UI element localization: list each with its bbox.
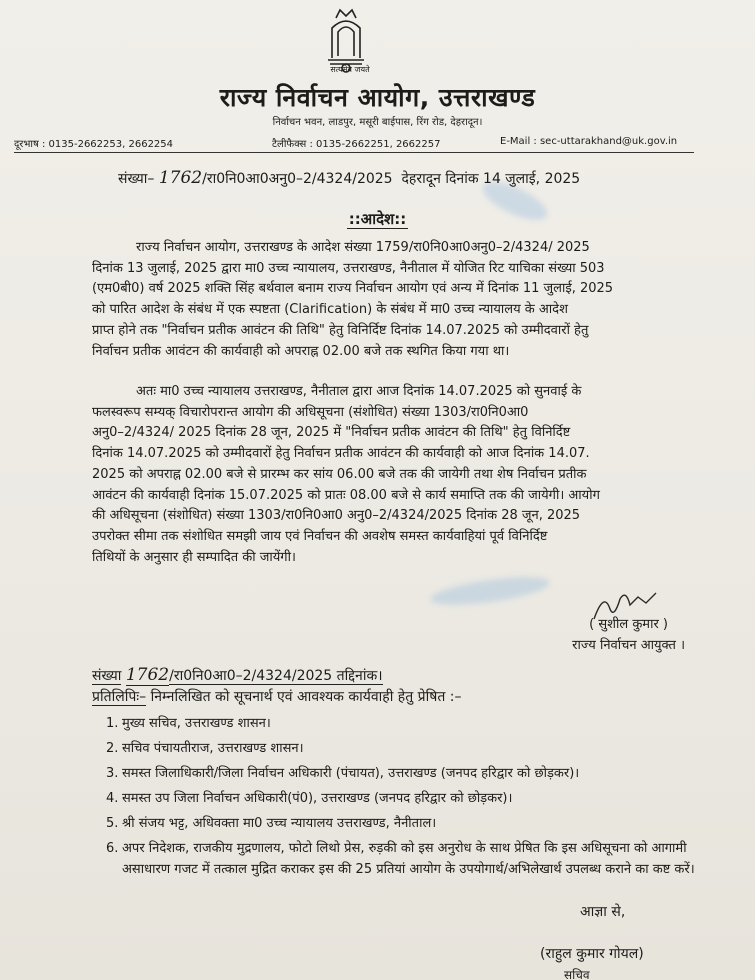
signatory-name: ( सुशील कुमार ) <box>589 617 668 632</box>
recipient-list <box>92 714 702 885</box>
list-item <box>92 839 702 880</box>
list-item <box>92 714 702 735</box>
list-item-number: 5. <box>106 816 119 831</box>
list-item-text: समस्त जिलाधिकारी/जिला निर्वाचन अधिकारी (पंचायत), उत्तराखण्ड (जनपद हरिद्वार को छोड़कर)। <box>122 766 580 781</box>
copy-text: निम्नलिखित को सूचनार्थ एवं आवश्यक कार्यवाही हेतु प्रेषित :– <box>150 689 462 705</box>
ref-code: /रा0नि0आ0अनु0–2/4324/2025 <box>202 171 393 187</box>
paragraph-line: अतः मा0 उच्च न्यायालय उत्तराखण्ड, नैनीताल द्वारा आज दिनांक 14.07.2025 को सुनवाई के <box>136 384 582 399</box>
paragraph-line: तिथियों के अनुसार ही सम्पादित की जायेंगी। <box>92 549 296 565</box>
list-item-text: श्री संजय भट्ट, अधिवक्ता मा0 उच्च न्यायालय उत्तराखण्ड, नैनीताल। <box>122 816 437 831</box>
order-heading-text: ::आदेश:: <box>348 210 407 228</box>
list-item <box>92 739 702 760</box>
email-address: E-Mail : sec-uttarakhand@uk.gov.in <box>500 136 678 147</box>
list-item-text: समस्त उप जिला निर्वाचन अधिकारी(पं0), उत्तराखण्ड (जनपद हरिद्वार को छोड़कर)। <box>122 791 513 806</box>
list-item <box>92 814 702 835</box>
ref-prefix: संख्या– <box>118 171 155 187</box>
copy-ref-code: /रा0नि0आ0–2/4324/2025 तद्दिनांक। <box>169 668 383 684</box>
paragraph-2 <box>92 382 692 568</box>
page-title: राज्य निर्वाचन आयोग, उत्तराखण्ड <box>219 83 536 112</box>
list-item <box>92 789 702 810</box>
ref-handwritten-number: 1762 <box>158 168 203 188</box>
office-address: निर्वाचन भवन, लाडपुर, मसूरी बाईपास, रिंग रोड, देहरादून। <box>272 117 483 128</box>
paragraph-line: राज्य निर्वाचन आयोग, उत्तराखण्ड के आदेश संख्या 1759/रा0नि0आ0अनु0–2/4324/ 2025 <box>136 240 590 255</box>
signatory-block <box>572 614 685 656</box>
paragraph-line: फलस्वरूप सम्यक् विचारोपरान्त आयोग की अधिसूचना (संशोधित) संख्या 1303/रा0नि0आ0 <box>92 404 529 420</box>
list-item-number: 6. <box>106 841 119 856</box>
paragraph-line: की अधिसूचना (संशोधित) संख्या 1303/रा0नि0आ0 अनु0–2/4324/2025 दिनांक 28 जून, 2025 <box>92 508 581 524</box>
copy-label: प्रतिलिपिः– <box>92 689 147 705</box>
emblem-motto: सत्यमेव जयते <box>330 65 370 74</box>
copy-heading <box>92 687 462 706</box>
paragraph-1 <box>92 238 692 362</box>
secretary-name: (राहुल कुमार गोयल) <box>540 946 644 962</box>
reference-line <box>118 168 580 188</box>
signatory-designation: राज्य निर्वाचन आयुक्त । <box>572 638 685 653</box>
list-item-text: अपर निदेशक, राजकीय मुद्रणालय, फोटो लिथो प्रेस, रुड़की को इस अनुरोध के साथ प्रेषित कि इस अधिसूचना को आगामी असाधारण गजट में तत्काल मुद्रित कराकर इस की 25 प्रतियां आयोग के उपयोगार्थ/अभिलेखार्थ उपलब्ध कराने का कष्ट करें। <box>122 841 695 877</box>
paragraph-line: उपरोक्त सीमा तक संशोधित समझी जाय एवं निर्वाचन की अवशेष समस्त कार्यवाहियां पूर्व विनिर्दिष्ट <box>92 528 548 544</box>
copy-reference-line <box>92 665 383 685</box>
paragraph-line: 2025 को अपराह्न 02.00 बजे से प्रारम्भ कर सांय 06.00 बजे तक की जायेगी तथा शेष निर्वाचन प्रतीक <box>92 466 587 482</box>
copy-ref-handwritten-number: 1762 <box>125 665 170 685</box>
order-heading <box>0 209 755 229</box>
paragraph-line: दिनांक 13 जुलाई, 2025 द्वारा मा0 उच्च न्यायालय, उत्तराखण्ड, नैनीताल में योजित रिट याचिका संख्या 503 <box>92 260 605 276</box>
paragraph-line: (एम0बी0) वर्ष 2025 शक्ति सिंह बर्थवाल बनाम राज्य निर्वाचन आयोग एवं अन्य में दिनांक 11 जुलाई, 2025 <box>92 281 614 297</box>
ref-place-date: देहरादून दिनांक 14 जुलाई, 2025 <box>401 171 581 187</box>
list-item-text: मुख्य सचिव, उत्तराखण्ड शासन। <box>122 716 271 731</box>
list-item-number: 4. <box>106 791 119 806</box>
copy-ref-prefix: संख्या <box>92 668 122 684</box>
by-order-text: आज्ञा से, <box>580 904 626 920</box>
secretary-designation: सचिव <box>564 968 590 980</box>
paragraph-line: दिनांक 14.07.2025 को उम्मीदवारों हेतु निर्वाचन प्रतीक आवंटन की कार्यवाही को आज दिनांक 14.07. <box>92 446 590 462</box>
ink-smear <box>429 572 551 610</box>
paragraph-line: अनु0–2/4324/ 2025 दिनांक 28 जून, 2025 में "निर्वाचन प्रतीक आवंटन की तिथि" हेतु विनिर्दिष्ट <box>92 425 571 441</box>
telefax-number: टैलीफैक्स : 0135-2662251, 2662257 <box>272 139 441 150</box>
header-divider <box>14 152 694 153</box>
list-item-number: 3. <box>106 766 119 781</box>
paragraph-line: आवंटन की कार्यवाही दिनांक 15.07.2025 को प्रातः 08.00 बजे से कार्य समाप्ति तक की जायेगी। आयोग <box>92 487 600 503</box>
list-item-text: सचिव पंचायतीराज, उत्तराखण्ड शासन। <box>122 741 304 756</box>
paragraph-line: को पारित आदेश के संबंध में एक स्पष्टता (Clarification) के संबंध में मा0 उच्च न्यायालय के आदेश <box>92 302 568 318</box>
list-item <box>92 764 702 785</box>
list-item-number: 2. <box>106 741 119 756</box>
list-item-number: 1. <box>106 716 119 731</box>
paragraph-line: प्राप्त होने तक "निर्वाचन प्रतीक आवंटन की तिथि" हेतु विनिर्दिष्ट दिनांक 14.07.2025 को उम्मीदवारों हेतु <box>92 322 589 338</box>
phone-number: दूरभाष : 0135-2662253, 2662254 <box>14 139 174 150</box>
paragraph-line: निर्वाचन प्रतीक आवंटन की कार्यवाही को अपराह्न 02.00 बजे तक स्थगित किया गया था। <box>92 343 510 359</box>
